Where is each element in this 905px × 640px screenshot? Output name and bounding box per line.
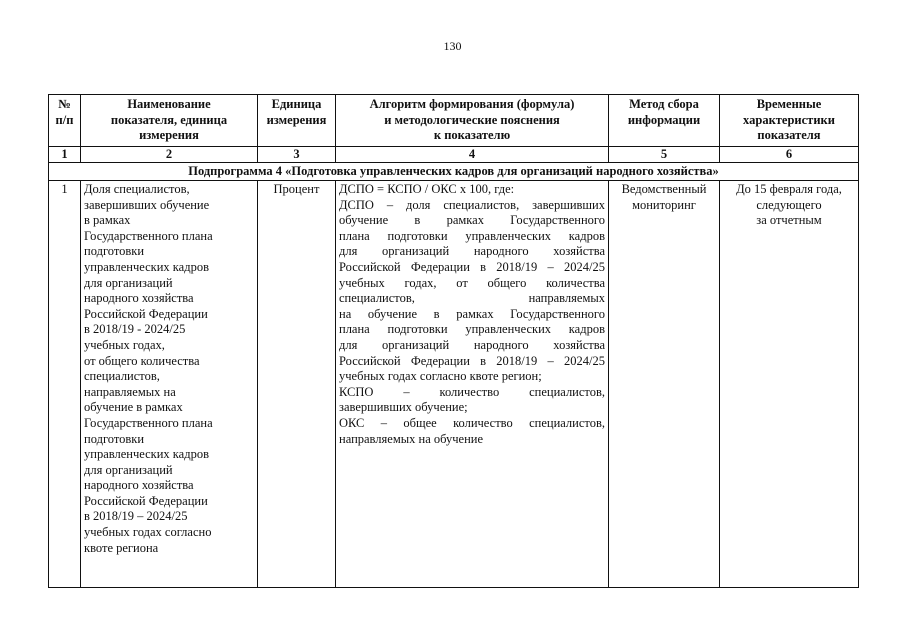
timing-line: следующего [756, 197, 822, 212]
table-header-row [49, 95, 859, 147]
algorithm-line: Российской Федерации в 2018/19 – 2024/25 [339, 259, 605, 274]
indicator-name-line: учебных годах согласно [84, 525, 212, 540]
method-line: мониторинг [632, 197, 696, 212]
column-number: 3 [258, 147, 336, 163]
column-number: 5 [609, 147, 720, 163]
algorithm-line: направляемых на обучение [339, 431, 484, 446]
algorithm-line: Российской Федерации в 2018/19 – 2024/25 [339, 353, 605, 368]
indicator-name-line: от общего количества [84, 353, 200, 368]
algorithm-line: учебных годах согласно квоте регион; [339, 369, 542, 384]
algorithm-line: плана подготовки управленческих кадров [339, 228, 605, 243]
subprogram-title: Подпрограмма 4 «Подготовка управленческих кадров для организаций народного хозяйства» [49, 163, 859, 181]
header-method [609, 95, 720, 147]
timing-line: До 15 февраля года, [736, 182, 842, 196]
algorithm-line: учебных годах, от общего количества [339, 275, 605, 290]
indicator-name-line: подготовки [84, 244, 145, 259]
unit-of-measure: Процент [258, 181, 336, 588]
timing-characteristics [720, 181, 859, 588]
indicator-name-line: учебных годах, [84, 337, 165, 352]
header-number-text: № п/п [55, 97, 74, 127]
header-unit-text: Единица измерения [266, 97, 327, 127]
algorithm-line: на обучение в рамках Государственного [339, 306, 605, 321]
indicator-name-line: Российской Федерации [84, 493, 208, 508]
header-algorithm [336, 95, 609, 147]
indicator-name-line: обучение в рамках [84, 400, 183, 415]
indicator-name-line: управленческих кадров [84, 259, 209, 274]
page-number: 130 [443, 39, 462, 53]
indicator-name-line: народного хозяйства [84, 291, 194, 306]
algorithm-line: завершивших обучение; [339, 400, 468, 415]
algorithm-line: обучение в рамках Государственного [339, 213, 605, 228]
method-line: Ведомственный [621, 182, 707, 196]
indicator-name-line: подготовки [84, 431, 145, 446]
indicator-name-line: квоте региона [84, 540, 159, 555]
indicator-name-line: Доля специалистов, [84, 182, 190, 196]
header-unit [258, 95, 336, 147]
indicator-name [81, 181, 258, 588]
indicator-name-line: в 2018/19 – 2024/25 [84, 509, 188, 524]
indicator-name-line: Государственного плана [84, 228, 213, 243]
algorithm-line: для организаций народного хозяйства [339, 337, 605, 352]
header-timing-text: Временные характеристики показателя [743, 97, 835, 143]
algorithm-line: для организаций народного хозяйства [339, 244, 605, 259]
algorithm-line: ДСПО – доля специалистов, завершивших [339, 197, 605, 212]
timing-line: за отчетным [756, 213, 822, 228]
indicator-name-line: народного хозяйства [84, 478, 194, 493]
subprogram-row [49, 163, 859, 181]
header-indicator-name-text: Наименование показателя, единица измерения [110, 97, 228, 143]
collection-method [609, 181, 720, 588]
header-timing [720, 95, 859, 147]
column-number: 2 [81, 147, 258, 163]
indicators-table [48, 94, 859, 588]
indicator-name-line: в рамках [84, 213, 131, 228]
column-number: 1 [49, 147, 81, 163]
column-number: 4 [336, 147, 609, 163]
indicator-name-line: в 2018/19 - 2024/25 [84, 322, 186, 337]
algorithm-line: КСПО – количество специалистов, [339, 384, 605, 399]
indicator-name-line: управленческих кадров [84, 447, 209, 462]
indicator-name-line: Российской Федерации [84, 306, 208, 321]
column-number-row [49, 147, 859, 163]
row-number: 1 [49, 181, 81, 588]
header-method-text: Метод сбора информации [627, 97, 701, 127]
header-algorithm-text: Алгоритм формирования (формула) и методологические пояснения к показателю [369, 97, 575, 143]
indicator-name-line: для организаций [84, 275, 173, 290]
indicator-name-line: завершивших обучение [84, 197, 210, 212]
header-indicator-name [81, 95, 258, 147]
algorithm-description [336, 181, 609, 588]
algorithm-line: плана подготовки управленческих кадров [339, 322, 605, 337]
indicator-name-line: специалистов, [84, 369, 160, 384]
algorithm-line: ОКС – общее количество специалистов, [339, 415, 605, 430]
header-number [49, 95, 81, 147]
indicator-name-line: для организаций [84, 462, 173, 477]
indicator-name-line: направляемых на [84, 384, 176, 399]
column-number: 6 [720, 147, 859, 163]
table-row [49, 181, 859, 588]
algorithm-line: ДСПО = КСПО / ОКС х 100, где: [339, 182, 515, 196]
algorithm-line: специалистов, направляемых [339, 291, 605, 306]
indicator-name-line: Государственного плана [84, 415, 213, 430]
